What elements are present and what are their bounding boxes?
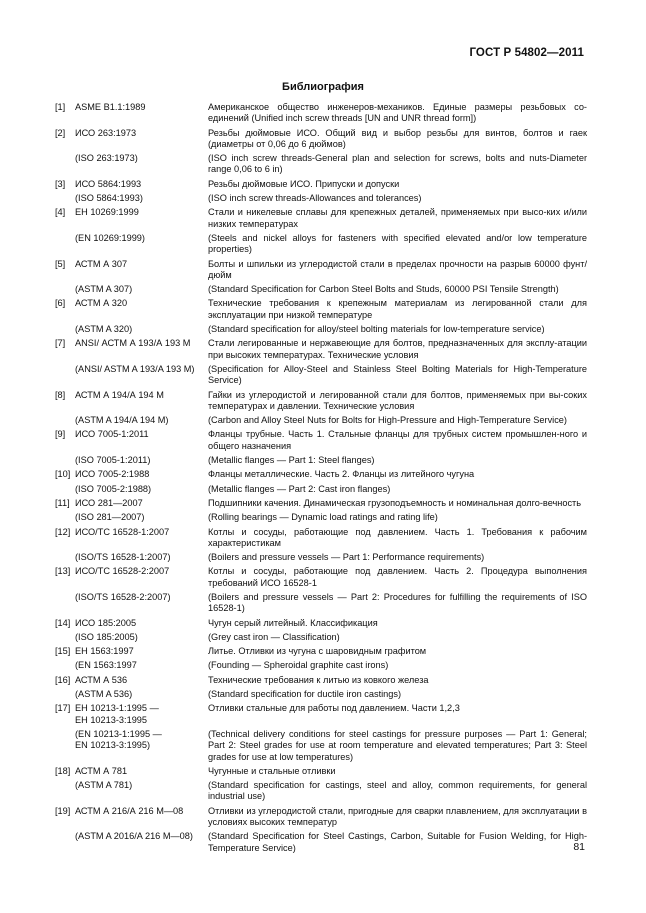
entry-number [55,632,75,643]
entry-number: [1] [55,102,66,112]
page-number: 81 [573,841,585,853]
entry-description: (ISO inch screw threads-General plan and selection for screws, bolts and nuts-Diameter range 0,06 to 6 in) [208,153,587,175]
entry-description: (Carbon and Alloy Steel Nuts for Bolts for High-Pressure and High-Temperature Service) [208,415,567,426]
entry-standard: ИСО 7005-2:1988 [75,469,150,480]
entry-standard: ANSI/ АСТМ А 193/А 193 М [75,338,191,349]
entry-standard: АСТМ А 781 [75,765,128,776]
bibliography-entry [55,233,587,256]
bibliography-entry [55,153,587,176]
entry-number: [12] [55,526,71,537]
entry-description: Отливки стальные для работы под давлением. Части 1,2,3 [208,703,460,714]
entry-number [55,552,75,563]
entry-description: Отливки из углеродистой стали, пригодные для сварки плавлением, для эксплуатации в условиях высоких температур [208,805,587,828]
bibliography-entry [55,390,587,413]
entry-standard: (ASTM A 194/A 194 M) [75,415,169,426]
entry-description: (Specification for Alloy-Steel and Stainless Steel Bolting Materials for High-Temperature Service) [208,363,587,386]
entry-standard: (ISO 7005-1:2011) [75,455,151,466]
bibliography-entry [55,646,587,657]
bibliography-entry [55,632,587,643]
entry-standard: АСТМ А 194/А 194 М [75,389,164,400]
entry-number [55,660,75,671]
entry-description: (Technical delivery conditions for steel castings for pressure purposes — Part 1: General; Part 2: Steel grades for use at room temperature and elevated temperatures; Part 3: Steel grades for use at low temperatures) [208,728,587,762]
entry-number [55,831,75,854]
entry-description: (Boilers and pressure vessels — Part 1: Performance requirements) [208,552,485,563]
entry-standard: (EN 10269:1999) [75,232,145,243]
bibliography-title: Библиография [282,81,364,93]
entry-standard: ИСО 281—2007 [75,497,143,508]
entry-standard: (ISO 185:2005) [75,631,138,642]
entry-number: [13] [55,566,71,577]
bibliography-entry [55,566,587,589]
entry-number [55,689,75,700]
bibliography-entry [55,298,587,321]
bibliography-entry [55,364,587,387]
entry-number [55,592,75,615]
entry-standard: (ISO 263:1973) [75,153,138,164]
bibliography-entry [55,259,587,282]
bibliography-entry [55,484,587,495]
entry-standard: (EN 1563:1997 [75,660,137,671]
entry-standard: ИСО 185:2005 [75,617,137,628]
entry-description: Гайки из углеродистой и легированной стали для болтов, применяемых при вы-соких температурах и давлении. Технические условия [208,389,587,411]
entry-standard: (ISO 5864:1993) [75,193,143,204]
entry-description: (Metallic flanges — Part 1: Steel flanges) [208,455,375,466]
bibliography-entry [55,703,587,726]
entry-number [55,455,75,466]
entry-description: Технические требования к литью из ковкого железа [208,674,429,685]
bibliography-entry [55,429,587,452]
entry-description: Американское общество инженеров-механиков. Единые размеры резьбовых со-единений (Unified inch screw threads [UN and UNR thread form]) [208,102,587,124]
entry-number [55,484,75,495]
entry-number: [19] [55,805,71,816]
entry-description: (Founding — Spheroidal graphite cast irons) [208,660,389,671]
bibliography-entry [55,831,587,854]
entry-standard: (ASTM A 320) [75,324,133,335]
entry-description: Резьбы дюймовые ИСО. Общий вид и выбор резьбы для винтов, болтов и гаек (диаметры от 0,06 до 6 дюймов) [208,127,587,149]
entry-description: Чугунные и стальные отливки [208,765,336,776]
entry-description: Фланцы трубные. Часть 1. Стальные фланцы для трубных систем промышлен-ного и общего назначения [208,429,587,451]
entry-description: (Grey cast iron — Classification) [208,631,340,642]
entry-description: Котлы и сосуды, работающие под давлением. Часть 2. Процедура выполнения требований ИСО 16528-1 [208,566,587,588]
bibliography-list [55,102,587,857]
entry-standard: (ANSI/ ASTM A 193/A 193 M) [75,363,195,374]
entry-number [55,193,75,204]
bibliography-entry [55,102,587,125]
entry-standard: АСТМ А 216/А 216 М—08 [75,805,184,816]
entry-standard: (ASTM A 781) [75,780,133,791]
entry-description: (Standard specification for castings, steel and alloy, common requirements, for general industrial use) [208,780,587,802]
bibliography-entry [55,806,587,829]
entry-standard: (EN 10213-1:1995 — EN 10213-3:1995) [75,728,162,751]
entry-number: [3] [55,178,66,189]
entry-number [55,284,75,295]
entry-description: Болты и шпильки из углеродистой стали в пределах прочности на разрыв 60000 фунт/дюйм [208,258,587,280]
bibliography-entry [55,660,587,671]
entry-standard: ASME B1.1:1989 [75,102,146,112]
bibliography-entry [55,179,587,190]
entry-number: [17] [55,703,71,714]
entry-number [55,364,75,387]
entry-standard: ИСО 5864:1993 [75,178,142,189]
bibliography-entry [55,766,587,777]
entry-description: Технические требования к крепежным материалам из легированной стали для эксплуатации при низкой температуре [208,298,587,320]
entry-number: [2] [55,127,66,138]
entry-number: [11] [55,497,70,508]
entry-description: (ISO inch screw threads-Allowances and tolerances) [208,193,422,204]
bibliography-entry [55,729,587,763]
entry-number: [10] [55,469,71,480]
entry-number [55,233,75,256]
bibliography-entry [55,618,587,629]
entry-standard: АСТМ А 307 [75,258,128,269]
entry-number [55,153,75,176]
entry-number [55,415,75,426]
entry-standard: АСТМ А 320 [75,298,128,309]
bibliography-entry [55,780,587,803]
entry-description: (Standard Specification for Carbon Steel Bolts and Studs, 60000 PSI Tensile Strength) [208,284,559,295]
entry-description: Стали и никелевые сплавы для крепежных деталей, применяемых при высо-ких и/или низких температурах [208,207,587,229]
entry-standard: (ISO/TS 16528-2:2007) [75,591,171,602]
entry-number: [6] [55,298,66,309]
entry-description: (Rolling bearings — Dynamic load ratings and rating life) [208,512,438,523]
entry-standard: (ISO 7005-2:1988) [75,483,152,494]
entry-number: [9] [55,429,66,440]
entry-number: [4] [55,207,66,218]
entry-number [55,729,75,763]
bibliography-entry [55,338,587,361]
entry-description: Фланцы металлические. Часть 2. Фланцы из литейного чугуна [208,469,475,480]
entry-description: Стали легированные и нержавеющие для болтов, предназначенных для эксплу-атации при высоких температурах. Технические условия [208,338,587,360]
entry-description: Чугун серый литейный. Классификация [208,617,378,628]
bibliography-entry [55,128,587,151]
entry-description: Резьбы дюймовые ИСО. Припуски и допуски [208,178,400,189]
bibliography-entry [55,324,587,335]
entry-number [55,512,75,523]
entry-standard: ЕН 10269:1999 [75,207,139,218]
bibliography-entry [55,527,587,550]
entry-number: [16] [55,674,71,685]
entry-standard: (ASTM A 2016/A 216 M—08) [75,831,193,842]
entry-standard: ЕН 1563:1997 [75,646,134,657]
entry-description: (Boilers and pressure vessels — Part 2: Procedures for fulfilling the requirements of ISO 16528-1) [208,591,587,614]
entry-standard: (ASTM A 536) [75,689,133,700]
entry-description: (Standard specification for ductile iron castings) [208,689,402,700]
entry-standard: АСТМ А 536 [75,674,128,685]
bibliography-entry [55,193,587,204]
entry-description: (Steels and nickel alloys for fasteners with specified elevated and/or low temperature properties) [208,232,587,255]
bibliography-entry [55,689,587,700]
bibliography-entry [55,284,587,295]
entry-standard: ИСО 263:1973 [75,127,137,138]
entry-standard: (ISO/TS 16528-1:2007) [75,552,171,563]
entry-description: Литье. Отливки из чугуна с шаровидным графитом [208,646,427,657]
entry-number [55,780,75,803]
entry-standard: (ASTM A 307) [75,284,133,295]
bibliography-entry [55,455,587,466]
entry-description: (Standard Specification for Steel Castings, Carbon, Suitable for Fusion Welding, for High-Temperature Service) [208,831,587,853]
entry-description: (Standard specification for alloy/steel bolting materials for low-temperature service) [208,324,545,335]
entry-standard: ИСО/ТС 16528-1:2007 [75,526,170,537]
document-header-standard: ГОСТ Р 54802—2011 [469,47,584,59]
bibliography-entry [55,498,587,509]
entry-number: [15] [55,646,71,657]
bibliography-entry [55,592,587,615]
entry-number: [14] [55,617,71,628]
entry-standard: (ISO 281—2007) [75,512,145,523]
entry-standard: ИСО 7005-1:2011 [75,429,149,440]
bibliography-entry [55,675,587,686]
entry-description: Котлы и сосуды, работающие под давлением. Часть 1. Требования к рабочим характеристикам [208,526,587,548]
entry-number: [7] [55,338,66,349]
entry-description: (Metallic flanges — Part 2: Cast iron flanges) [208,483,391,494]
entry-description: Подшипники качения. Динамическая грузоподъемность и номинальная долго-вечность [208,497,582,508]
bibliography-entry [55,552,587,563]
entry-number: [18] [55,765,71,776]
bibliography-entry [55,207,587,230]
entry-standard: ИСО/ТС 16528-2:2007 [75,566,170,577]
entry-standard: ЕН 10213-1:1995 — ЕН 10213-3:1995 [75,703,159,725]
entry-number [55,324,75,335]
bibliography-entry [55,415,587,426]
bibliography-entry [55,512,587,523]
entry-number: [8] [55,389,66,400]
entry-number: [5] [55,258,66,269]
bibliography-entry [55,469,587,480]
